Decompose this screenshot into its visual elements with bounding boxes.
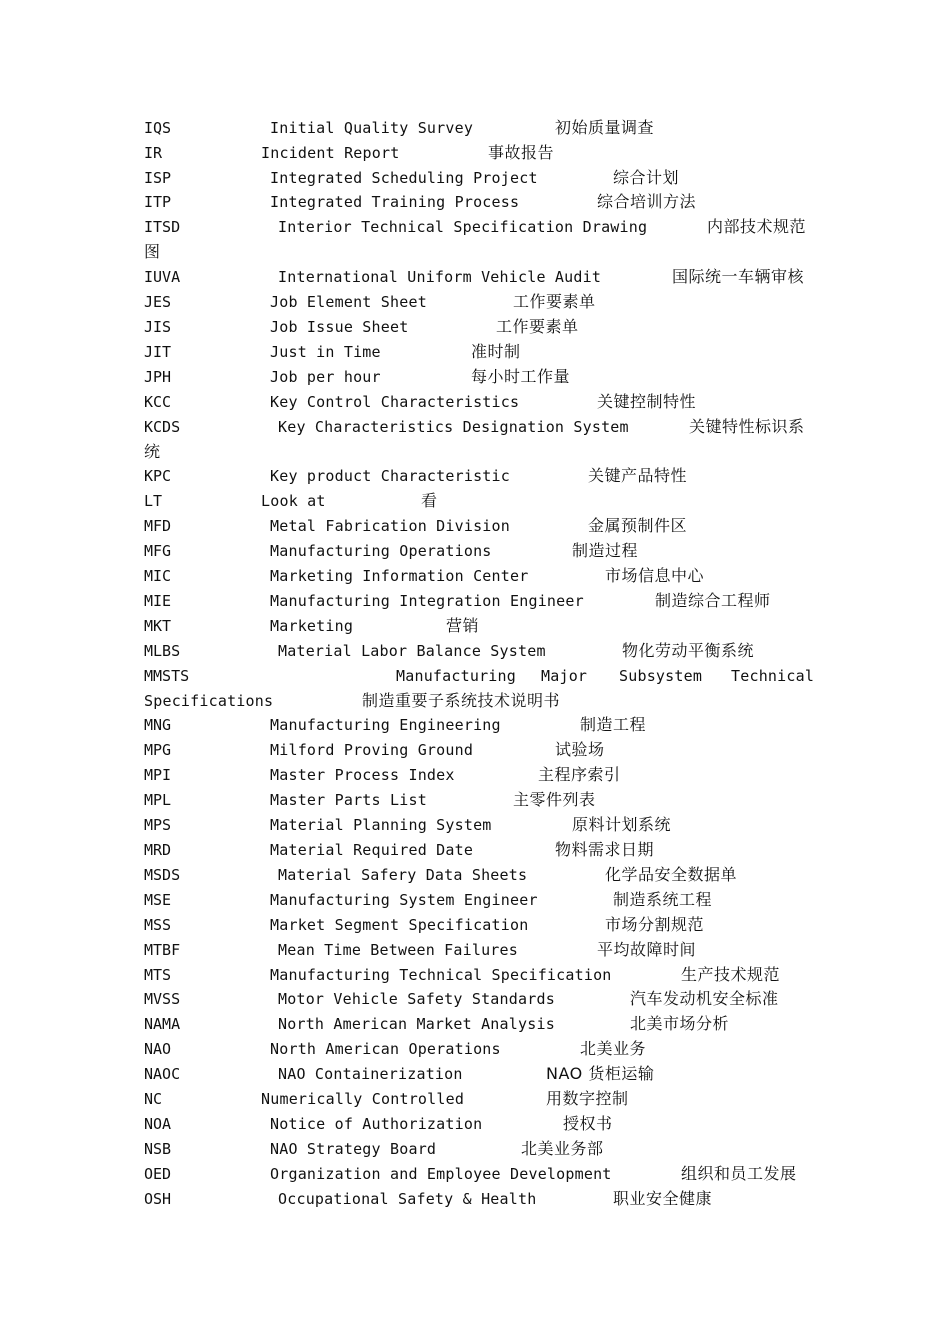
entry-chinese-term: 营销 — [446, 616, 480, 635]
entry-chinese-term: 北美市场分析 — [630, 1014, 730, 1033]
entry-english-term: Material Labor Balance System — [278, 642, 546, 660]
entry-english-term: Integrated Training Process — [270, 193, 520, 211]
entry-chinese-term: 每小时工作量 — [471, 367, 571, 386]
entry-english-term: Key product Characteristic — [270, 467, 510, 485]
entry-abbreviation: OSH — [144, 1190, 172, 1208]
entry-abbreviation: NSB — [144, 1140, 172, 1158]
entry-row — [0, 738, 950, 762]
entry-chinese-term: 北美业务 — [580, 1039, 647, 1058]
entry-chinese-term: 汽车发动机安全标准 — [630, 989, 779, 1008]
entry-row — [0, 315, 950, 339]
entry-chinese-term: 制造系统工程 — [613, 890, 713, 909]
entry-row — [0, 514, 950, 538]
entry-chinese-term: 事故报告 — [488, 143, 555, 162]
entry-abbreviation: MIE — [144, 592, 172, 610]
entry-english-term: NAO Containerization — [278, 1065, 463, 1083]
entry-chinese-term: 看 — [421, 491, 438, 510]
entry-abbreviation: MNG — [144, 716, 172, 734]
entry-row — [0, 938, 950, 962]
entry-row-continuation — [0, 689, 950, 713]
entry-row — [0, 390, 950, 414]
entry-english-term: Material Planning System — [270, 816, 492, 834]
entry-chinese-term: 市场分割规范 — [605, 915, 705, 934]
entry-row — [0, 639, 950, 663]
entry-abbreviation: MPG — [144, 741, 172, 759]
entry-chinese-term: 制造综合工程师 — [655, 591, 771, 610]
entry-chinese-term: 生产技术规范 — [681, 965, 781, 984]
entry-english-term: Milford Proving Ground — [270, 741, 474, 759]
entry-abbreviation: MSS — [144, 916, 172, 934]
entry-abbreviation: KCC — [144, 393, 172, 411]
entry-row — [0, 1162, 950, 1186]
entry-chinese-term: NAO 货柜运输 — [546, 1064, 655, 1083]
entry-abbreviation: JIS — [144, 318, 172, 336]
entry-chinese-term: 关键控制特性 — [597, 392, 697, 411]
entry-row-continuation — [0, 240, 950, 264]
entry-abbreviation: NAO — [144, 1040, 172, 1058]
entry-english-term: Job per hour — [270, 368, 381, 386]
entry-english-term: Manufacturing Integration Engineer — [270, 592, 584, 610]
entry-abbreviation: NAOC — [144, 1065, 181, 1083]
entry-english-term: Master Process Index — [270, 766, 455, 784]
entry-english-term: Notice of Authorization — [270, 1115, 483, 1133]
entry-row — [0, 489, 950, 513]
entry-abbreviation: NC — [144, 1090, 163, 1108]
entry-row — [0, 141, 950, 165]
entry-row — [0, 1137, 950, 1161]
entry-english-term: Integrated Scheduling Project — [270, 169, 538, 187]
entry-chinese-term: 制造工程 — [580, 715, 647, 734]
entry-english-term: North American Market Analysis — [278, 1015, 555, 1033]
entry-row — [0, 614, 950, 638]
entry-abbreviation: MMSTS — [144, 667, 190, 685]
entry-row — [0, 116, 950, 140]
entry-chinese-term: 主程序索引 — [538, 765, 621, 784]
entry-row — [0, 987, 950, 1011]
entry-chinese-term-continuation: 统 — [144, 442, 161, 461]
entry-chinese-term: 制造过程 — [572, 541, 639, 560]
entry-english-term: Metal Fabrication Division — [270, 517, 510, 535]
entry-english-term: Manufacturing Engineering — [270, 716, 501, 734]
entry-abbreviation: MFD — [144, 517, 172, 535]
entry-abbreviation: MFG — [144, 542, 172, 560]
entry-row — [0, 664, 950, 688]
entry-abbreviation: KPC — [144, 467, 172, 485]
entry-english-term: Just in Time — [270, 343, 381, 361]
entry-english-term: North American Operations — [270, 1040, 501, 1058]
entry-chinese-term-continuation: 图 — [144, 242, 161, 261]
entry-row — [0, 166, 950, 190]
entry-row — [0, 713, 950, 737]
entry-english-term: Manufacturing Technical Specification — [270, 966, 612, 984]
entry-english-term: Motor Vehicle Safety Standards — [278, 990, 555, 1008]
entry-chinese-term: 北美业务部 — [521, 1139, 604, 1158]
entry-abbreviation: JES — [144, 293, 172, 311]
entry-english-term: Manufacturing System Engineer — [270, 891, 538, 909]
entry-chinese-term: 原料计划系统 — [572, 815, 672, 834]
entry-row — [0, 1087, 950, 1111]
entry-english-term-word: Major — [541, 667, 588, 685]
entry-chinese-term: 物料需求日期 — [555, 840, 655, 859]
entry-row-continuation — [0, 440, 950, 464]
entry-row — [0, 1062, 950, 1086]
entry-english-term: Initial Quality Survey — [270, 119, 474, 137]
entry-abbreviation: IR — [144, 144, 163, 162]
entry-chinese-term: 主零件列表 — [513, 790, 596, 809]
entry-row — [0, 813, 950, 837]
entry-abbreviation: IUVA — [144, 268, 181, 286]
entry-abbreviation: OED — [144, 1165, 172, 1183]
entry-english-term: NAO Strategy Board — [270, 1140, 437, 1158]
entry-row — [0, 838, 950, 862]
entry-row — [0, 913, 950, 937]
entry-chinese-term: 综合计划 — [613, 168, 680, 187]
entry-abbreviation: KCDS — [144, 418, 181, 436]
entry-row — [0, 1187, 950, 1211]
entry-row — [0, 290, 950, 314]
entry-english-term: Incident Report — [261, 144, 400, 162]
entry-english-term: Manufacturing Operations — [270, 542, 492, 560]
entry-abbreviation: MSE — [144, 891, 172, 909]
entry-chinese-term: 工作要素单 — [513, 292, 596, 311]
entry-chinese-term: 用数字控制 — [546, 1089, 629, 1108]
entry-row — [0, 190, 950, 214]
entry-english-term-continuation: Specifications — [144, 692, 274, 710]
entry-row — [0, 788, 950, 812]
entry-chinese-term: 组织和员工发展 — [681, 1164, 797, 1183]
entry-abbreviation: MVSS — [144, 990, 181, 1008]
entry-chinese-term: 物化劳动平衡系统 — [622, 641, 755, 660]
entry-chinese-term: 职业安全健康 — [613, 1189, 713, 1208]
entry-abbreviation: JIT — [144, 343, 172, 361]
entry-abbreviation: ITP — [144, 193, 172, 211]
entry-row — [0, 763, 950, 787]
entry-row — [0, 1012, 950, 1036]
entry-chinese-term: 内部技术规范 — [707, 217, 807, 236]
entry-row — [0, 888, 950, 912]
entry-english-term: Mean Time Between Failures — [278, 941, 518, 959]
entry-english-term: Numerically Controlled — [261, 1090, 465, 1108]
entry-english-term: Look at — [261, 492, 326, 510]
entry-english-term: Material Safery Data Sheets — [278, 866, 528, 884]
entry-chinese-term: 准时制 — [471, 342, 521, 361]
entry-abbreviation: MPL — [144, 791, 172, 809]
entry-chinese-term: 平均故障时间 — [597, 940, 697, 959]
entry-row — [0, 1037, 950, 1061]
entry-chinese-term: 工作要素单 — [496, 317, 579, 336]
entry-row — [0, 215, 950, 239]
entry-abbreviation: ITSD — [144, 218, 181, 236]
entry-abbreviation: NAMA — [144, 1015, 181, 1033]
entry-english-term: Key Control Characteristics — [270, 393, 520, 411]
entry-abbreviation: MLBS — [144, 642, 181, 660]
entry-row — [0, 539, 950, 563]
entry-abbreviation: MPI — [144, 766, 172, 784]
entry-chinese-term: 关键特性标识系 — [689, 417, 805, 436]
entry-english-term: Job Issue Sheet — [270, 318, 409, 336]
entry-english-term: Occupational Safety & Health — [278, 1190, 537, 1208]
entry-english-term: Interior Technical Specification Drawing — [278, 218, 648, 236]
entry-chinese-term: 初始质量调查 — [555, 118, 655, 137]
entry-row — [0, 340, 950, 364]
entry-english-term: Material Required Date — [270, 841, 474, 859]
entry-chinese-term: 关键产品特性 — [588, 466, 688, 485]
entry-row — [0, 1112, 950, 1136]
entry-abbreviation: MKT — [144, 617, 172, 635]
entry-row — [0, 564, 950, 588]
entry-abbreviation: MSDS — [144, 866, 181, 884]
entry-row — [0, 415, 950, 439]
entry-row — [0, 963, 950, 987]
entry-row — [0, 365, 950, 389]
entry-english-term: Marketing Information Center — [270, 567, 529, 585]
entry-english-term: Key Characteristics Designation System — [278, 418, 629, 436]
entry-abbreviation: MTS — [144, 966, 172, 984]
entry-english-term: Marketing — [270, 617, 354, 635]
entry-english-term: Market Segment Specification — [270, 916, 529, 934]
entry-english-term: Master Parts List — [270, 791, 427, 809]
entry-chinese-term: 制造重要子系统技术说明书 — [362, 691, 561, 710]
entry-chinese-term: 试验场 — [555, 740, 605, 759]
entry-row — [0, 265, 950, 289]
entry-abbreviation: MIC — [144, 567, 172, 585]
entry-row — [0, 589, 950, 613]
entry-abbreviation: IQS — [144, 119, 172, 137]
entry-chinese-term: 授权书 — [563, 1114, 613, 1133]
entry-abbreviation: MTBF — [144, 941, 181, 959]
entry-chinese-term: 金属预制件区 — [588, 516, 688, 535]
entry-row — [0, 863, 950, 887]
entry-abbreviation: JPH — [144, 368, 172, 386]
entry-abbreviation: MRD — [144, 841, 172, 859]
entry-chinese-term: 国际统一车辆审核 — [672, 267, 805, 286]
entry-abbreviation: MPS — [144, 816, 172, 834]
entry-english-term: Organization and Employee Development — [270, 1165, 612, 1183]
entry-chinese-term: 化学品安全数据单 — [605, 865, 738, 884]
entry-chinese-term: 市场信息中心 — [605, 566, 705, 585]
entry-chinese-term: 综合培训方法 — [597, 192, 697, 211]
entry-abbreviation: NOA — [144, 1115, 172, 1133]
entry-english-term-word: Manufacturing — [396, 667, 516, 685]
entry-abbreviation: LT — [144, 492, 163, 510]
entry-english-term-word: Subsystem — [619, 667, 703, 685]
entry-english-term-word: Technical — [731, 667, 815, 685]
entry-row — [0, 464, 950, 488]
entry-english-term: International Uniform Vehicle Audit — [278, 268, 602, 286]
entry-english-term: Job Element Sheet — [270, 293, 427, 311]
entry-abbreviation: ISP — [144, 169, 172, 187]
